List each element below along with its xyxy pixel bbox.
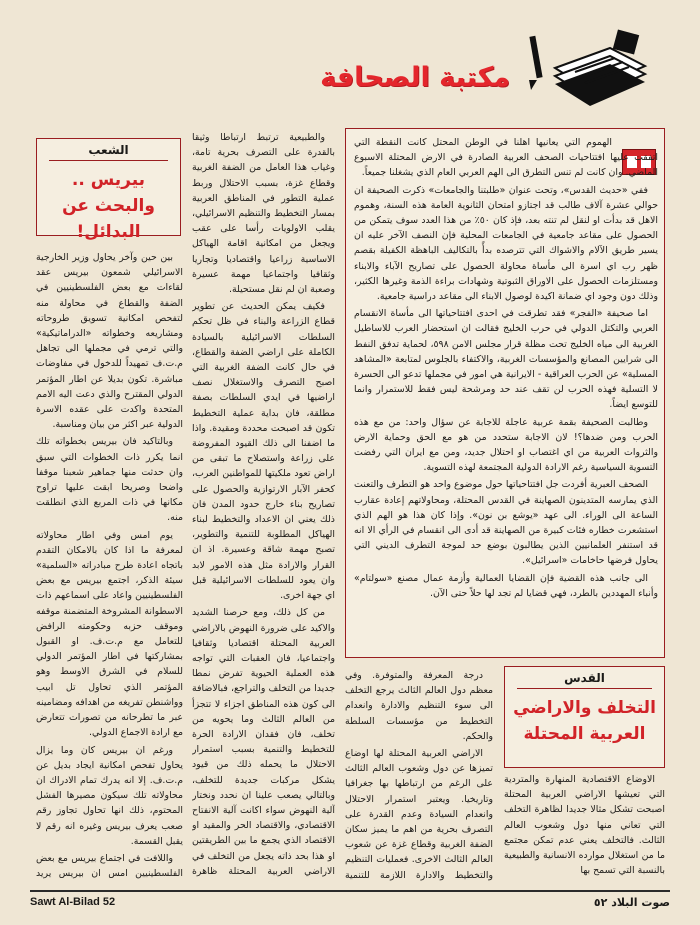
article-headline: بيريس .. والبحث عن البدائل!	[62, 170, 155, 242]
page-footer	[30, 890, 670, 909]
source-label: الشعب	[49, 139, 168, 161]
middle-column-text	[192, 130, 335, 882]
quds-title-box	[504, 666, 665, 768]
paragraph: الهموم التي يعانيها اهلنا في الوطن المحتل كانت النقطة التي اتفقت عليها افتتاحيات الصحف العربية الصادرة في الارض المحتلة الاسبوع الماضي. وان كانت لم تنس التطرق الى الهم العربي العام الذي يشغلنا جميعاً.	[354, 137, 658, 179]
section-title: مكتبة الصحافة	[320, 62, 510, 93]
paragraph: درجة المعرفة والمتوفرة. وفي معظم دول العالم الثالث يرجع التخلف الى سوء التنظيم والادارة وانعدام التخطيط من مؤسسات السلطة والحكم.	[345, 670, 493, 742]
paragraph: واللافت في اجتماع بيريس مع بعض الفلسطينيين امس ان بيريس يريد	[36, 852, 183, 880]
paragraph: من كل ذلك، ومع حرصنا الشديد والاكيد على ضرورة النهوض بالاراضي العربية المحتلة اقتصاديا وثقافيا واجتماعيا، فان العقبات التي تواجه هذه العملية الحيوية تفرض نمطا جديدا من التخلف والتراجع، فبالاضافة الى كون هذه المناطق اجزاء لا تتجزأ من العالم الثالث وما يحويه من تخلف، فان فقدان الارادة الحرة للتخطيط والتنمية بسبب استمرار الاحتلال ما يحمله ذلك من قيود يشكل مركبات جديدة للتخلف، وبالتالي يصعب علينا ان نحدد ونختار آلية النهوض سواء اكانت آلية الانفتاح الاقتصادي، والاقتصاد الحر والمقيد او الاقتصاد الذي يجمع ما بين الطريقتين او هذا بحد ذاته يجعل من التخلف في الاراضي العربية المحتلة ظاهرة	[192, 607, 335, 877]
paragraph: وبالتاكيد فان بيريس بخطواته تلك انما يكرر ذات الخطوات التي سبق وان حدثت منها جماهير شعبنا موقفا واضحا وصريحا ابقت عليها تراوح مكانها في ذات المربع الذي انطلقت منه.	[36, 436, 183, 524]
baris-article-text	[36, 250, 183, 880]
paragraph: فكيف يمكن الحديث عن تطوير قطاع الزراعة والبناء في ظل تحكم السلطات الاسرائيلية بالسيادة الكاملة على اراضي الضفة والقطاع، في حال كانت الضفة الغربية التي اصبح التصرف والاستغلال نصف اراضيها في ايدي السلطات بصفة مطلقة، فان بداية عملية التخطيط تكون قد اصبحت محددة ومقيدة. واذا ما اضفنا الى ذلك القيود المفروضة على زراعة واستصلاح ما تبقى من اراض تعود ملكيتها للمواطنين العرب، كحفر الآبار الارتوازية والحصول على تصاريح بناء خارج حدود المدن فان ذلك يعني ان الاعداد والتخطيط لبناء الهياكل المطلوبة للتنمية والتطوير، تصبح مهمة شاقة وعسيرة. اذ ان القرار والارادة مثل هذه الامور لابد وان يعود للسلطات الاسرائيلية قبل اي جهة اخرى.	[192, 301, 335, 602]
footer-page-number-latin: Sawt Al-Bilad 52	[30, 896, 116, 908]
paragraph: اما صحيفة «الفجر» فقد تطرقت في احدى افتتاحياتها الى مأساة الانقسام العربي والتكتل الدولي في حرب الخليج فقالت ان استحضار العرب للاساطيل الغربية الى مياه الخليج تحت مظلة قرار مجلس الامن ٥٩٨، لحماية تدفق النفط الى شرايين المصانع والمؤسسات الغربية، والاكتفاء بالجلوس لمتابعة «المشاهد المسلية» عن الحرب العراقية - الايرانية هي امور في مجملها تدعو الى الحسرة لا التسلية فهذه الحرب لن تقف عند حد ومرشحة ليس فقط للاستمرار وانما للتوسع ايضاً.	[354, 308, 658, 411]
newspaper-stack-icon	[515, 28, 665, 108]
paragraph: وطالبت الصحيفة بقمة عربية عاجلة للاجابة عن سؤال واحد: من مع هذه الحرب ومن ضدها؟! لان الاجابة ستحدد من هو مع الحق وحماية الارض والثروات العربية من اي اغتصاب او احتلال جديد، ومن مع ايران التي رفضت التسوية السياسية رغم الارادة الدولية المجتمعة لهذه التسوية.	[354, 416, 658, 474]
paragraph: الاراضي العربية المحتلة لها اوضاع تميزها عن دول وشعوب العالم الثالث على الرغم من ارتباطها بها جغرافيا وتاريخيا. ويعتبر استمرار الاحتلال وانعدام السيادة وعدم القدرة على التصرف بحرية من اهم ما يميز سكان الضفة الغربية وقطاع غزة عن شعوب العالم الثالث الاخرى. فعمليات التنظيم والتخطيط والادارة اللازمة للتنمية	[345, 748, 493, 881]
paragraph: والطبيعية ترتبط ارتباطا وثيقا بالقدرة على التصرف بحرية تامة، وغياب هذا العامل من الضفة الغربية وقطاع غزة، بسبب الاحتلال وربط عملية التطور في المناطق العربية بمسار التخطيط والتنظيم الاسرائيلي، يقلب الاولويات رأسا على عقب ويجعل من امكانية اقامة الهياكل الاساسية زراعيا واقتصاديا وتجاريا وثقافيا واجتماعيا مهمة عسيرة وصعبة ان لم نقل مستحيلة.	[192, 132, 335, 296]
paragraph: يوم امس وفي اطار محاولاته لمعرفة ما اذا كان بالامكان التقدم باتجاه اعادة طرح مبادراته «السلمية» سيئة الذكر، اجتمع بيريس مع بعض الفلسطينيين واعاد على اسماعهم ذات الاسطوانة المشروخة المتضمنة موقفه وموقف حزبه وحكومته الرافض للتعامل مع م.ت.ف. او القبول بمشاركتها في اطار المؤتمر الدولي للسلام في الشرق الاوسط وهو المؤتمر الذي تحاول تل ابيب وواشنطن تفريغه من اهدافه ومضامينه عبر ما تطرحانه من تصورات تتعارض مع ارادة الاجماع الدولي.	[36, 529, 183, 739]
main-article-text	[354, 135, 658, 651]
paragraph: بين حين وآخر يحاول وزير الخارجية الاسرائيلي شمعون بيريس عقد لقاءات مع بعض الفلسطينيين في الضفة والقطاع في محاولة منه لتفحص امكانية تسويق طروحاته ومشاريعه وخطواته «الدراماتيكية» والتي ترمي في مجملها الى تجاهل م.ت.ف تمهيداً للدخول في مفاوضات مباشرة. تكون بديلا عن اطار المؤتمر الدولي المقترح والذي دعت اليه الامم المتحدة واكدت على عقده الاسرة الدولية عبر اكثر من بيان ومناسبة.	[36, 252, 183, 431]
paragraph: الى جانب هذه القضية فإن القضايا العمالية وأزمة عمال مصنع «سولتام» وأنباء المهددين بالطرد، فهي قضايا لم تجد لها حلاً حتى الآن.	[354, 572, 658, 599]
footer-page-number-arabic: صوت البلاد ٥٢	[593, 896, 670, 909]
main-article-box	[345, 128, 665, 658]
article-headline: التخلف والاراضي العربية المحتلة	[513, 698, 656, 744]
quds-continuation-text	[345, 668, 493, 882]
source-label: القدس	[517, 667, 652, 689]
press-library-logo	[515, 28, 665, 108]
paragraph: الاوضاع الاقتصادية المنهارة والمتردية التي تعيشها الاراضي العربية المحتلة اصبحت تشكل مثالا جديدا لظاهرة التخلف التي تعاني منها دول وشعوب العالم الثالث. فالتخلف يعني عدم تمكن مجتمع ما من استغلال موارده الانسانية والطبيعية بالنسبة التي تسمح بها	[504, 774, 665, 877]
quds-article-text	[504, 772, 665, 882]
paragraph: الصحف العبرية أفردت جل افتتاحياتها حول موضوع واحد هو التطرف والتعنت الذي يمارسه المتدينون الصهاينة في القدس المحتلة، ومحاولاتهم إعادة عقارب الساعة الى الوراء. الى عهد «يوشع بن نون». وإذا كان هذا هو الهم الذي استشعرت خطاره فئات كبيرة من الصهاينة قد أدى الى انقسام في الرأي الا انه قد استنفر العلمانيين الذين يطالبون بوضع حد لموجة التطرف الديني التي يحاول فرضها حاخامات «اسرائيل».	[354, 479, 658, 567]
baris-title-box	[36, 138, 181, 242]
paragraph: ورغم ان بيريس كان وما يزال يحاول تفحص امكانية ايجاد بديل عن م.ت.ف. إلا انه يدرك تمام الادراك ان محاولاته تلك سيكون مصيرها الفشل المحتوم، ذلك انها تحاول تجاوز رقم صعب يعرف بيريس وغيره انه رقم لا يقبل القسمة.	[36, 744, 183, 847]
paragraph: ففي «حديث القدس»، وتحت عنوان «طلبتنا والجامعات» ذكرت الصحيفة ان حوالي عشرة آلاف طالب قد اجتازو امتحان الثانوية العامة هذه السنة، وهموم الاهل قد بدأت او لنقل لم تنته بعد، فإذ كان ٥٠٪ من هذا العدد سوف يتمكن من الحصول على مقاعد جامعية في الجامعات المحلية فإن النصف الآخر عليه ان يسير طريق الآلام والاشواك التي تترصده بدأً بالتكاليف الباهظة الكفيلة بقصم ظهر رب اي اسرة الى مأساة محاولة الحصول على تصاريح الآباء والابناء ومستلزمات الحصول على الاوراق الثبوتية وشهادات براءة الذمة وغيرها الكثير، وذلك دون وجود اي ضمانة اكيدة لوصول الابناء الى مقاعد دراسية جامعية.	[354, 184, 658, 303]
